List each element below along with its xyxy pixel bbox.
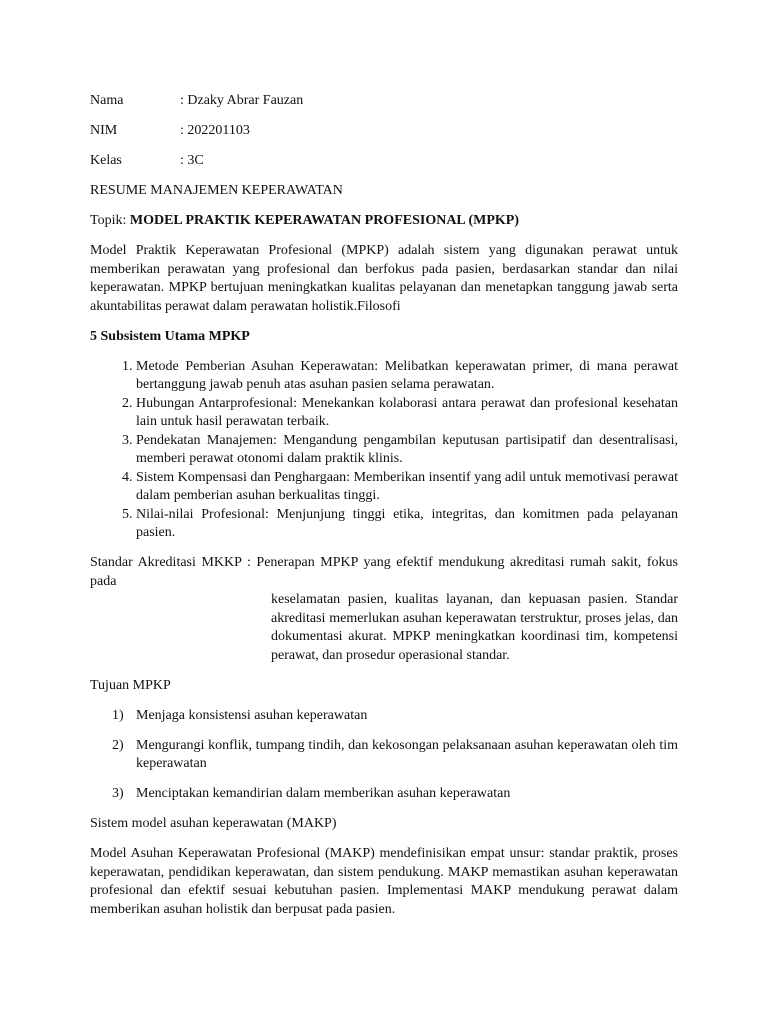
nama-value: : Dzaky Abrar Fauzan [180, 93, 304, 108]
nim-label: NIM [90, 123, 118, 138]
list-item [90, 707, 678, 726]
subsistem-heading: 5 Subsistem Utama MPKP [90, 328, 250, 344]
topic-prefix: Topik: [90, 213, 130, 228]
list-text: Menciptakan kemandirian dalam memberikan asuhan keperawatan [136, 786, 511, 801]
akreditasi-label: Standar Akreditasi MKKP : [90, 555, 257, 570]
makp-paragraph: Model Asuhan Keperawatan Profesional (MAKP) mendefinisikan empat unsur: standar praktik, proses keperawatan, pendidikan keperawatan, dan sistem pendukung. MAKP memastikan asuhan keperawatan profesional dan efektif sesuai kebutuhan pasien. Implementasi MAKP mendukung perawat dalam memberikan asuhan holistik dan berpusat pada pasien. [90, 846, 678, 917]
list-item: 1. Metode Pemberian Asuhan Keperawatan: Melibatkan keperawatan primer, di mana perawat bertanggung jawab penuh atas asuhan pasien selama perawatan. [136, 358, 678, 395]
tujuan-heading: Tujuan MPKP [90, 677, 171, 693]
tujuan-list [90, 707, 678, 804]
list-marker: 2) [112, 737, 124, 753]
list-item [90, 785, 678, 804]
list-item: 4. Sistem Kompensasi dan Penghargaan: Memberikan insentif yang adil untuk memotivasi perawat dalam pemberian asuhan berkualitas tinggi. [136, 469, 678, 506]
akreditasi-first-line: Penerapan MPKP yang efektif mendukung akreditasi rumah sakit, fokus pada [90, 555, 678, 589]
list-item: 3. Pendekatan Manajemen: Mengandung pengambilan keputusan partisipatif dan desentralisasi, memberi perawat otonomi dalam praktik klinis. [136, 432, 678, 469]
kelas-row [90, 152, 678, 171]
nama-row [90, 92, 678, 111]
nim-row [90, 122, 678, 141]
list-text: Menjaga konsistensi asuhan keperawatan [136, 707, 368, 723]
kelas-label: Kelas [90, 153, 122, 168]
nim-value: : 202201103 [180, 123, 250, 138]
document-title: RESUME MANAJEMEN KEPERAWATAN [90, 183, 343, 198]
document-page [90, 92, 678, 931]
subsistem-list [90, 358, 678, 543]
makp-heading: Sistem model asuhan keperawatan (MAKP) [90, 816, 337, 831]
list-item [90, 737, 678, 774]
list-marker: 1) [112, 707, 124, 723]
topic-line [90, 212, 678, 231]
intro-paragraph: Model Praktik Keperawatan Profesional (MPKP) adalah sistem yang digunakan perawat untuk memberikan perawatan yang profesional dan berfokus pada pasien, berdasarkan standar dan nilai keperawatan. MPKP bertujuan meningkatkan kualitas pelayanan dan menetapkan tanggung jawab serta akuntabilitas perawat dalam perawatan holistik.Filosofi [90, 243, 678, 314]
list-marker: 3) [112, 786, 124, 801]
topic-title: MODEL PRAKTIK KEPERAWATAN PROFESIONAL (MPKP) [129, 213, 520, 228]
list-item: 5. Nilai-nilai Profesional: Menjunjung tinggi etika, integritas, dan komitmen pada pelayanan pasien. [136, 506, 678, 543]
nama-label: Nama [90, 93, 124, 108]
list-item: 2. Hubungan Antarprofesional: Menekankan kolaborasi antara perawat dan profesional kesehatan lain untuk hasil perawatan terbaik. [136, 395, 678, 432]
kelas-value: : 3C [180, 153, 204, 168]
list-text: Mengurangi konflik, tumpang tindih, dan kekosongan pelaksanaan asuhan keperawatan oleh tim keperawatan [136, 737, 678, 771]
akreditasi-body: keselamatan pasien, kualitas layanan, dan kepuasan pasien. Standar akreditasi memerlukan asuhan keperawatan terstruktur, proses jelas, dan dokumentasi akurat. MPKP meningkatkan koordinasi tim, kompetensi perawat, dan prosedur operasional standar. [271, 592, 678, 663]
akreditasi-section [90, 554, 678, 665]
